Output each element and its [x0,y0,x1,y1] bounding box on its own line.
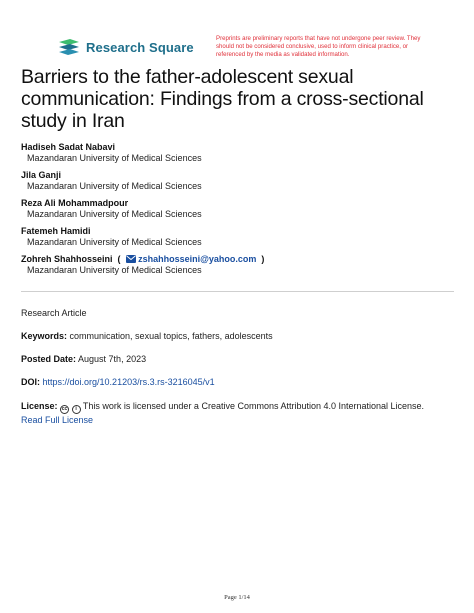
article-type: Research Article [21,308,87,318]
posted-date-label: Posted Date: [21,354,77,364]
keywords-value: communication, sexual topics, fathers, adolescents [69,331,273,341]
posted-date-line [21,353,461,365]
preprint-disclaimer: Preprints are preliminary reports that have not undergone peer review. They should not be considered conclusive, used to inform clinical practice, or referenced by the media as validated information. [216,35,421,58]
author-email-link[interactable] [126,254,259,264]
license-text: This work is licensed under a Creative Commons Attribution 4.0 International License. [82,401,425,411]
license-line [21,400,461,426]
author-affiliation: Mazandaran University of Medical Sciences [27,209,202,219]
paper-title: Barriers to the father-adolescent sexual communication: Findings from a cross-sectional study in Iran [21,66,424,132]
author-affiliation: Mazandaran University of Medical Sciences [27,265,202,275]
author-name: Zohreh Shahhosseini [21,254,113,264]
author-affiliation: Mazandaran University of Medical Sciences [27,237,202,247]
doi-link[interactable]: https://doi.org/10.21203/rs.3.rs-3216045/v1 [42,377,215,387]
research-square-logo-icon [58,38,80,56]
author-email: zshahhosseini@yahoo.com [138,254,257,264]
keywords-label: Keywords: [21,331,68,341]
author-affiliation: Mazandaran University of Medical Sciences [27,153,202,163]
paren-close: ) [258,254,265,264]
envelope-icon [126,255,136,263]
author-entry [21,142,461,164]
paren-open: ( [115,254,124,264]
attribution-icon: i [72,405,81,414]
logo-text: Research Square [86,39,194,55]
section-divider [21,291,454,292]
author-name: Hadiseh Sadat Nabavi [21,142,116,152]
doi-label: DOI: [21,377,40,387]
author-entry [21,170,461,192]
page-number: Page 1/14 [224,594,250,601]
keywords-line [21,330,461,342]
doi-line [21,376,461,388]
research-square-logo[interactable] [58,38,194,56]
author-name: Jila Ganji [21,170,62,180]
posted-date-value: August 7th, 2023 [78,354,147,364]
corresponding-author [21,254,461,265]
creative-commons-icon: cc [61,406,68,412]
author-list [21,142,461,282]
author-name: Fatemeh Hamidi [21,226,91,236]
author-entry [21,254,461,276]
license-label: License: [21,401,58,411]
author-entry [21,198,461,220]
author-entry [21,226,461,248]
author-name: Reza Ali Mohammadpour [21,198,129,208]
author-affiliation: Mazandaran University of Medical Sciences [27,181,202,191]
read-full-license-link[interactable]: Read Full License [21,415,94,425]
